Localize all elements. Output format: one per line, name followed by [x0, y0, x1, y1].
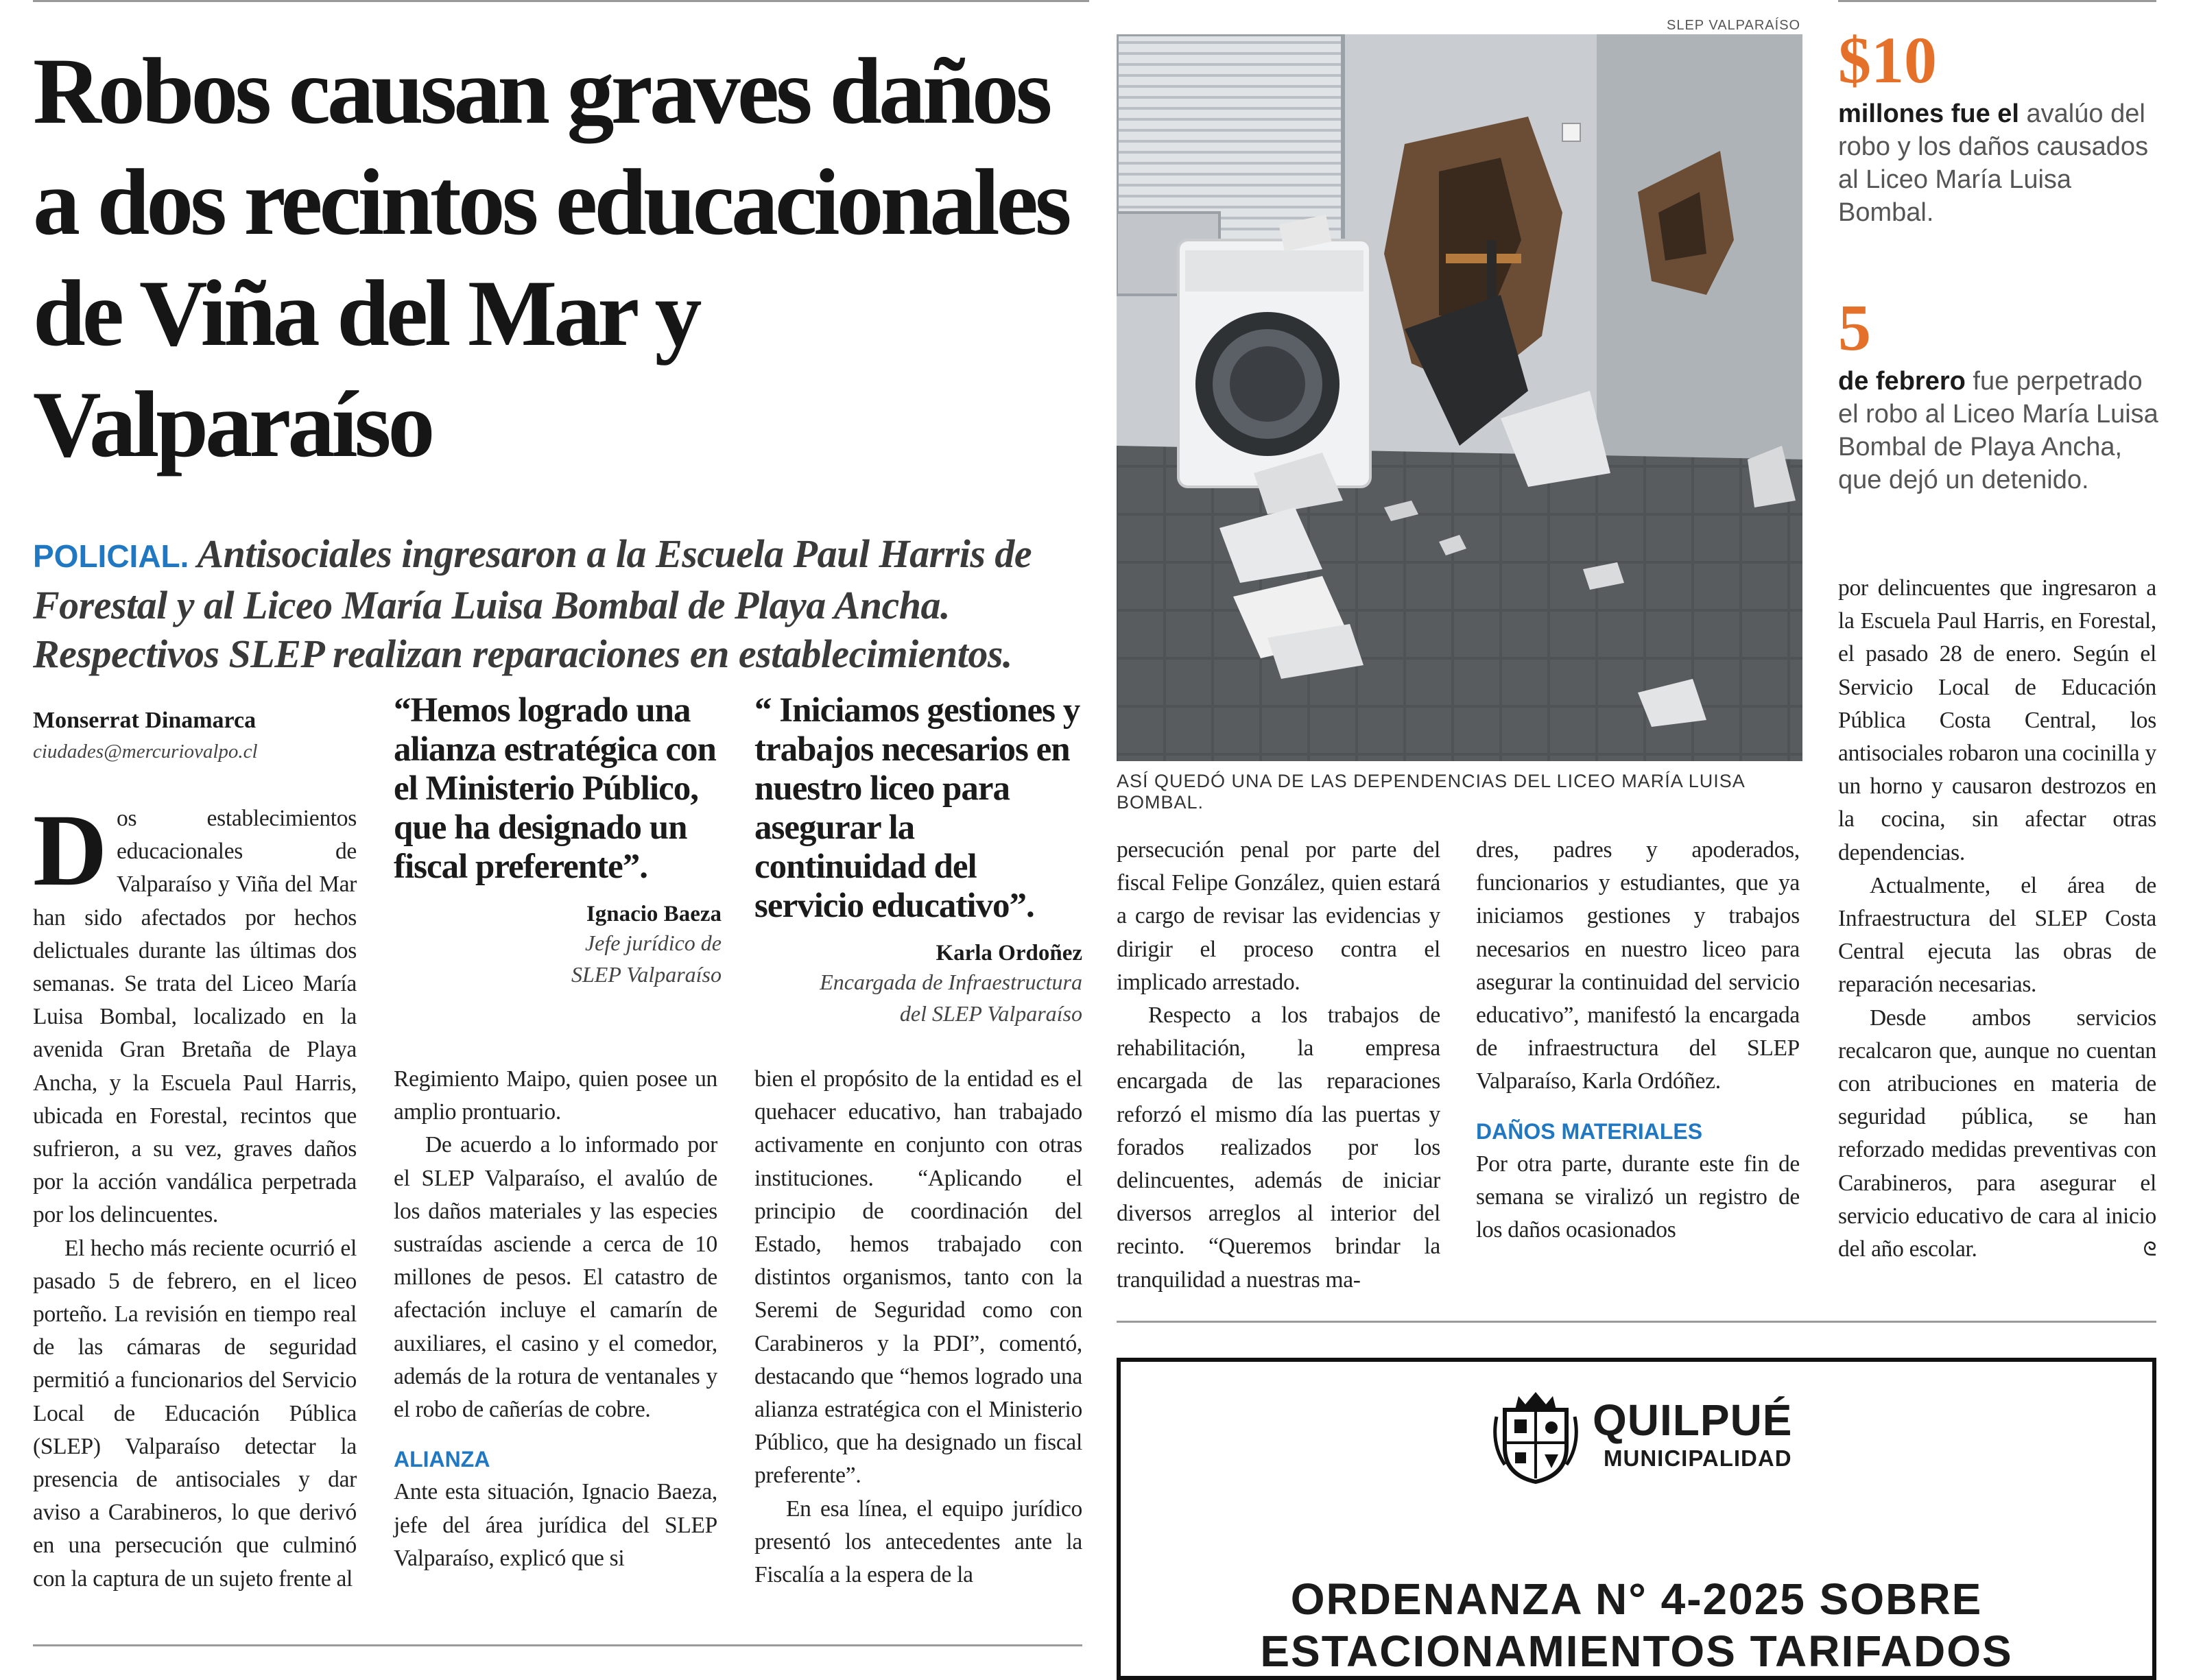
pull-quote-role: del SLEP Valparaíso	[899, 1001, 1082, 1026]
fact-bold: de febrero	[1838, 367, 1966, 396]
pull-quote-1	[394, 691, 722, 990]
fact-text	[1838, 365, 2160, 496]
body-paragraph	[1838, 1002, 2156, 1267]
body-paragraph: Regimiento Maipo, quien posee un amplio prontuario.	[394, 1066, 717, 1125]
municipal-ad	[1117, 1358, 2156, 1680]
fact-number: 5	[1838, 291, 1871, 364]
pull-quote-2	[754, 691, 1082, 1029]
fact-desc: fue perpetrado el robo al Liceo María Luisa Bombal de Playa Ancha, que dejó un detenido.	[1838, 367, 2158, 494]
body-text: Desde ambos servicios recalcaron que, aunque no cuentan con atribuciones en materia de seguridad pública, se han reforzado medidas preventivas con Carabineros, para asegurar el servicio educativo de cara al inicio del año escolar.	[1838, 1005, 2156, 1262]
fact-box-1	[1838, 23, 2160, 229]
pull-quote-role: SLEP Valparaíso	[571, 962, 722, 987]
pull-quote-role: Encargada de Infraestructura	[820, 970, 1082, 994]
author-email[interactable]: ciudades@mercuriovalpo.cl	[33, 741, 258, 763]
body-paragraph: Actualmente, el área de Infraestructura del SLEP Costa Central ejecuta las obras de reparación necesarias.	[1838, 872, 2156, 998]
top-rule-left	[33, 0, 1089, 2]
body-paragraph: por delincuentes que ingresaron a la Escuela Paul Harris, en Forestal, el pasado 28 de enero. Según el Servicio Local de Educación Pública Costa Central, los antisociales robaron una cocinilla y un horno y causaron destrozos en la cocina, sin afectar otras dependencias.	[1838, 575, 2156, 865]
pull-quote-text: “Hemos logrado una alianza estratégica con el Ministerio Público, que ha designado un fiscal preferente”.	[394, 691, 716, 886]
photo-credit: SLEP VALPARAÍSO	[1667, 18, 1801, 33]
body-column-6	[1838, 572, 2156, 1266]
damaged-room-photo	[1117, 34, 1802, 761]
body-paragraph: bien el propósito de la entidad es el quehacer educativo, han trabajado activamente en conjunto con otras instituciones. “Aplicando el principio de coordinación del Estado, hemos trabajado con distintos organismos, tanto con la Seremi de Seguridad como con Carabineros y la PDI”, comentó, destacando que “hemos logrado una alianza estratégica con el Ministerio Público, que ha designado un fiscal preferente”.	[754, 1066, 1082, 1489]
author-name: Monserrat Dinamarca	[33, 708, 257, 733]
lead-text: Antisociales ingresaron a la Escuela Paul Harris de Forestal y al Liceo María Luisa Bombal de Playa Ancha. Respectivos SLEP realizan reparaciones en establecimientos.	[33, 531, 1032, 676]
body-column-3	[754, 1063, 1082, 1592]
ad-title	[1121, 1573, 2152, 1677]
end-mark: ᘓ	[2143, 1238, 2156, 1261]
fact-box-2	[1838, 291, 2160, 496]
photo-caption: ASÍ QUEDÓ UNA DE LAS DEPENDENCIAS DEL LICEO MARÍA LUISA BOMBAL.	[1117, 771, 1745, 813]
ad-title-line: ORDENANZA N° 4-2025 SOBRE	[1290, 1574, 1983, 1624]
pull-quote-text: “ Iniciamos gestiones y trabajos necesarios en nuestro liceo para asegurar la continuidad del servicio educativo”.	[754, 691, 1080, 925]
body-column-2	[394, 1063, 717, 1575]
body-paragraph: os establecimientos educacionales de Valparaíso y Viña del Mar han sido afectados por hechos delictuales durante las últimas dos semanas. Se trata del Liceo María Luisa Bombal, localizado en la avenida Gran Bretaña de Playa Ancha, y la Escuela Paul Harris, ubicada en Forestal, recintos que sufrieron, a su vez, graves daños por la acción vandálica perpetrada por los delincuentes.	[33, 806, 357, 1228]
lead-paragraph	[33, 529, 1082, 678]
body-column-1	[33, 793, 357, 1596]
fact-text	[1838, 97, 2160, 229]
pull-quote-author: Karla Ordoñez	[936, 941, 1082, 965]
ad-top-rule	[1117, 1321, 2156, 1323]
fact-bold: millones fue el	[1838, 99, 2019, 128]
article-photo	[1117, 34, 1802, 761]
fact-number: $10	[1838, 23, 1937, 97]
body-paragraph: De acuerdo a lo informado por el SLEP Valparaíso, el avalúo de los daños materiales y las especies sustraídas asciende a cerca de 10 millones de pesos. El catastro de afectación incluye el camarín de auxiliares, el casino y el comedor, además de la rotura de ventanales y el robo de cañerías de cobre.	[394, 1132, 717, 1423]
body-paragraph: En esa línea, el equipo jurídico presentó los antecedentes ante la Fiscalía a la espera de la	[754, 1496, 1082, 1588]
body-paragraph: persecución penal por parte del fiscal Felipe González, quien estará a cargo de revisar las evidencias y dirigir el proceso contra el implicado arrestado.	[1117, 837, 1440, 995]
body-column-4	[1117, 834, 1440, 1297]
ad-title-line: ESTACIONAMIENTOS TARIFADOS	[1260, 1627, 2013, 1676]
body-paragraph: Respecto a los trabajos de rehabilitación, la empresa encargada de las reparaciones reforzó el mismo día las puertas y forados realizados por los delincuentes, además de iniciar diversos arreglos al interior del recinto. “Queremos brindar la tranquilidad a nuestras ma-	[1117, 1003, 1440, 1293]
ad-brand-sub: MUNICIPALIDAD	[1604, 1445, 1792, 1471]
subhead-danos-materiales: DAÑOS MATERIALES	[1476, 1118, 1703, 1144]
body-column-5	[1476, 834, 1800, 1247]
ad-brand: QUILPUÉ	[1593, 1395, 1793, 1445]
body-paragraph: dres, padres y apoderados, funcionarios y estudiantes, que ya iniciamos gestiones y trabajos necesarios en nuestro liceo para asegurar la continuidad del servicio educativo”, manifestó la encargada de infraestructura del SLEP Valparaíso, Karla Ordóñez.	[1476, 837, 1800, 1094]
bottom-rule-left	[33, 1644, 1082, 1646]
subhead-alianza: ALIANZA	[394, 1447, 490, 1472]
headline: Robos causan graves daños a dos recintos educacionales de Viña del Mar y Valparaíso	[33, 38, 1069, 477]
pull-quote-author: Ignacio Baeza	[586, 902, 722, 926]
body-paragraph: Ante esta situación, Ignacio Baeza, jefe del área jurídica del SLEP Valparaíso, explicó que si	[394, 1479, 717, 1571]
fact-desc: avalúo del robo y los daños causados al Liceo María Luisa Bombal.	[1838, 99, 2149, 227]
lead-kicker: POLICIAL.	[33, 538, 189, 574]
pull-quote-role: Jefe jurídico de	[584, 931, 722, 955]
drop-cap: D	[33, 793, 108, 907]
body-paragraph: Por otra parte, durante este fin de semana se viralizó un registro de los daños ocasionados	[1476, 1151, 1800, 1243]
body-paragraph: El hecho más reciente ocurrió el pasado 5 de febrero, en el liceo porteño. La revisión en tiempo real de las cámaras de seguridad permitió a funcionarios del Servicio Local de Educación Pública (SLEP) Valparaíso detectar la presencia de antisociales y dar aviso a Carabineros, lo que derivó en una persecución que culminó con la captura de un sujeto frente al	[33, 1235, 357, 1592]
top-rule-right	[1838, 0, 2156, 2]
municipal-crest-icon	[1491, 1389, 1580, 1489]
